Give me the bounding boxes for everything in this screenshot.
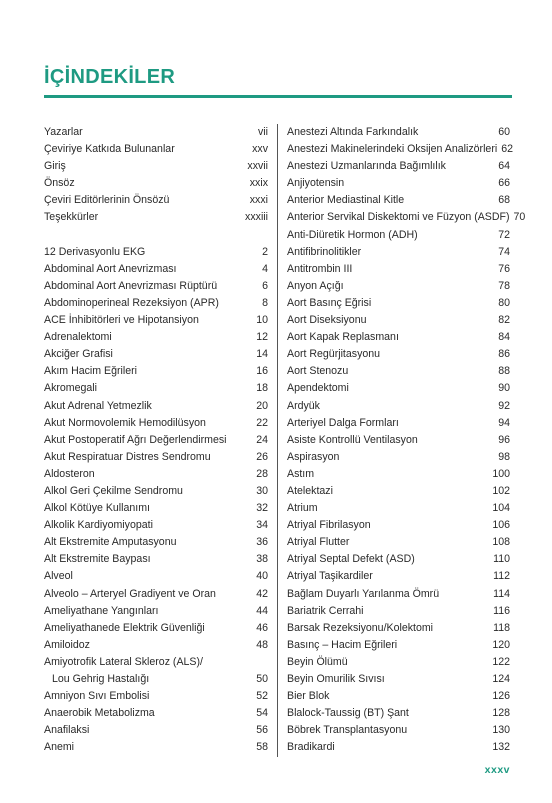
toc-entry-page: 2 (262, 245, 268, 258)
toc-entry-label: Çeviri Editörlerinin Önsözü (44, 194, 170, 207)
toc-entry[interactable] (44, 398, 268, 415)
toc-entry-label: Arteriyel Dalga Formları (287, 416, 399, 429)
toc-entry-page: xxvii (247, 160, 268, 173)
toc-entry-label: Yazarlar (44, 126, 83, 138)
toc-entry-page: 44 (256, 604, 268, 617)
toc-entry-label: Anyon Açığı (287, 279, 344, 292)
toc-entry[interactable] (287, 500, 510, 517)
toc-entry-label: Aort Basınç Eğrisi (287, 296, 372, 309)
toc-entry-page: 86 (498, 348, 510, 361)
toc-entry-page: xxxiii (245, 211, 268, 224)
toc-entry[interactable] (287, 654, 510, 671)
toc-right-column (287, 124, 526, 756)
toc-entry-label: Akut Normovolemik Hemodilüsyon (44, 416, 206, 429)
toc-entry-label: Teşekkürler (44, 211, 99, 224)
toc-entry-page: 38 (256, 553, 268, 566)
toc-entry[interactable] (44, 705, 268, 722)
toc-entry-page: 84 (498, 331, 510, 344)
toc-entry[interactable] (44, 158, 268, 175)
toc-entry[interactable] (44, 500, 268, 517)
toc-entry-page: 104 (492, 502, 510, 515)
toc-entry[interactable] (44, 483, 268, 500)
toc-entry-label: Alt Ekstremite Baypası (44, 553, 151, 566)
toc-entry-label: Aldosteron (44, 467, 95, 480)
toc-entry-page: 22 (256, 416, 268, 429)
toc-entry-label: Antitrombin III (287, 262, 353, 275)
toc-entry-page: 28 (256, 467, 268, 480)
toc-entry-label: Aort Stenozu (287, 365, 349, 378)
toc-entry-page: 40 (256, 570, 268, 583)
page-title: İÇİNDEKİLER (44, 66, 176, 88)
toc-entry[interactable] (287, 415, 510, 432)
toc-entry-label: Akciğer Grafisi (44, 348, 113, 361)
toc-entry-label: Aort Regürjitasyonu (287, 348, 381, 361)
toc-entry[interactable] (44, 363, 268, 380)
toc-entry-label: Aspirasyon (287, 450, 340, 463)
toc-entry[interactable] (287, 449, 510, 466)
toc-entry-label-line2: Lou Gehrig Hastalığı (52, 673, 150, 685)
toc-entry-label: Beyin Omurilik Sıvısı (287, 673, 385, 685)
toc-entry-page: 4 (262, 262, 268, 275)
toc-entry-label: Basınç – Hacim Eğrileri (287, 638, 398, 651)
toc-entry-label: Apendektomi (287, 382, 349, 395)
toc-entry-page: 90 (498, 382, 510, 395)
toc-entry-page: 102 (492, 484, 510, 497)
toc-entry-label: Alveol (44, 570, 73, 583)
toc-entry[interactable] (287, 568, 510, 585)
toc-entry-label: Akut Respiratuar Distres Sendromu (44, 450, 211, 463)
toc-entry-label: Alkolik Kardiyomiyopati (44, 519, 153, 532)
toc-entry-label: Anterior Mediastinal Kitle (287, 194, 405, 207)
toc-entry[interactable] (44, 722, 268, 739)
toc-entry-page: 124 (492, 673, 510, 685)
toc-entry-label: Alveolo – Arteryel Gradiyent ve Oran (44, 587, 216, 600)
toc-entry[interactable] (287, 380, 510, 397)
toc-entry-label: Ameliyathanede Elektrik Güvenliği (44, 621, 205, 634)
toc-entry-label: Atriyal Taşikardiler (287, 570, 373, 583)
toc-entry[interactable] (287, 688, 510, 705)
toc-entry-label: Çeviriye Katkıda Bulunanlar (44, 143, 175, 156)
toc-entry-label: Akut Postoperatif Ağrı Değerlendirmesi (44, 433, 227, 446)
toc-entry-page: 110 (493, 553, 510, 566)
toc-entry-page: vii (257, 126, 268, 138)
toc-entry-page: 8 (262, 296, 268, 309)
entries-left-tail-list (44, 688, 268, 756)
toc-entry-page: 120 (492, 638, 510, 651)
toc-entry[interactable] (44, 551, 268, 568)
toc-entry[interactable] (287, 637, 510, 654)
toc-entry-label: Anti-Diüretik Hormon (ADH) (287, 228, 418, 241)
toc-entry[interactable] (44, 141, 268, 158)
toc-entry[interactable] (44, 209, 268, 226)
toc-entry-page: 56 (256, 724, 268, 737)
toc-entry-page: 18 (256, 382, 268, 395)
toc-entry-label: Atriyal Septal Defekt (ASD) (287, 553, 415, 566)
toc-entry[interactable] (44, 124, 268, 141)
toc-entry-page: 80 (498, 296, 510, 309)
toc-entry[interactable] (44, 688, 268, 705)
toc-entry[interactable] (44, 175, 268, 192)
toc-entry-label: Bradikardi (287, 741, 335, 754)
toc-entry[interactable] (287, 432, 510, 449)
toc-entry-label: Beyin Ölümü (287, 655, 348, 668)
toc-entry-page: 52 (256, 690, 268, 703)
toc-entry[interactable] (44, 568, 268, 585)
toc-entry-label: Akut Adrenal Yetmezlik (44, 399, 152, 412)
toc-entry-label: Alt Ekstremite Amputasyonu (44, 536, 177, 549)
toc-entry[interactable] (44, 603, 268, 620)
toc-entry-page: 64 (498, 160, 510, 173)
toc-entry-label: Anestezi Altında Farkındalık (287, 126, 419, 138)
toc-entry-page: 88 (498, 365, 510, 378)
toc-entry-page: 74 (498, 245, 510, 258)
toc-entry[interactable] (44, 620, 268, 637)
toc-entry-label: Abdominoperineal Rezeksiyon (APR) (44, 296, 219, 309)
toc-entry[interactable] (44, 295, 268, 312)
toc-entry[interactable] (287, 158, 510, 175)
toc-entry[interactable] (44, 432, 268, 449)
toc-entry-label: Ameliyathane Yangınları (44, 604, 159, 617)
toc-entry-page: 112 (493, 570, 510, 583)
toc-entry-page: 130 (492, 724, 510, 737)
toc-entry-label: Bariatrik Cerrahi (287, 604, 364, 617)
toc-entry-label: Anafilaksi (44, 724, 90, 737)
toc-entry-label: Antifibrinolitikler (287, 245, 362, 258)
toc-entry-label: Böbrek Transplantasyonu (287, 724, 408, 737)
toc-entry-page: 16 (256, 365, 268, 378)
toc-entry[interactable] (44, 244, 268, 261)
toc-entry-page: 70 (513, 211, 526, 224)
toc-entry[interactable] (287, 398, 510, 415)
toc-entry-page: 50 (256, 673, 268, 685)
section-gap (44, 227, 268, 244)
toc-entry-label: Alkol Kötüye Kullanımı (44, 502, 150, 515)
toc-entry[interactable] (287, 705, 510, 722)
toc-entry-label: Anaerobik Metabolizma (44, 707, 155, 720)
toc-entry-label: Adrenalektomi (44, 331, 112, 344)
toc-entry-label: Alkol Geri Çekilme Sendromu (44, 484, 183, 497)
toc-entry-page: 12 (256, 331, 268, 344)
toc-entry-page: 36 (256, 536, 268, 549)
toc-entry-page: 54 (256, 707, 268, 720)
toc-entry[interactable] (287, 586, 510, 603)
toc-entry-page: 58 (256, 741, 268, 754)
toc-entry-multiline[interactable] (44, 654, 268, 688)
toc-entry[interactable] (287, 483, 510, 500)
toc-entry-label: Aort Diseksiyonu (287, 314, 367, 327)
toc-entry[interactable] (44, 278, 268, 295)
toc-entry-page: 96 (498, 433, 510, 446)
toc-entry[interactable] (44, 449, 268, 466)
toc-entry-page: 72 (498, 228, 510, 241)
toc-entry-label: Abdominal Aort Anevrizması (44, 262, 177, 275)
toc-entry-page: 132 (492, 741, 510, 754)
toc-entry[interactable] (287, 534, 510, 551)
toc-entry[interactable] (44, 637, 268, 654)
toc-entry-label: 12 Derivasyonlu EKG (44, 245, 146, 258)
toc-entry-label: Önsöz (44, 177, 75, 190)
toc-entry-page: xxxi (249, 194, 268, 207)
toc-entry-label: Giriş (44, 160, 66, 173)
toc-entry[interactable] (287, 363, 510, 380)
toc-entry[interactable] (287, 739, 510, 756)
toc-entry[interactable] (44, 534, 268, 551)
toc-entry-page: 60 (498, 126, 510, 138)
toc-entry-label: Atrium (287, 502, 318, 515)
toc-entry-page: 24 (256, 433, 268, 446)
toc-entry-page: 100 (492, 467, 510, 480)
toc-entry[interactable] (287, 278, 510, 295)
toc-entry-page: 128 (492, 707, 510, 720)
toc-entry[interactable] (287, 620, 510, 637)
toc-entry-label: Anestezi Makinelerindeki Oksijen Analizörleri (287, 143, 498, 156)
toc-entry[interactable] (44, 517, 268, 534)
title-rule (44, 95, 512, 98)
toc-entry-page: 118 (493, 621, 510, 634)
toc-entry-page: 106 (492, 519, 510, 532)
toc-entry-page: xxv (252, 143, 268, 156)
toc-entry-page: 20 (256, 399, 268, 412)
toc-entry-page: 98 (498, 450, 510, 463)
toc-entry[interactable] (44, 329, 268, 346)
toc-entry-label: Bier Blok (287, 690, 330, 703)
toc-entry-label: ACE İnhibitörleri ve Hipotansiyon (44, 314, 199, 327)
page-number: xxxv (484, 764, 510, 776)
entries-right-list (287, 124, 526, 756)
toc-entry-page: 66 (498, 177, 510, 190)
toc-left-column (44, 124, 268, 756)
toc-entry-label: Astım (287, 467, 315, 480)
toc-entry-page: 126 (492, 690, 510, 703)
toc-entry-label: Atelektazi (287, 484, 333, 497)
toc-entry[interactable] (287, 671, 510, 688)
toc-entry-page: 62 (501, 143, 514, 156)
toc-entry[interactable] (287, 227, 510, 244)
toc-entry-label: Anterior Servikal Diskektomi ve Füzyon (ASDF) (287, 211, 510, 224)
toc-entry[interactable] (287, 124, 510, 141)
toc-entry[interactable] (44, 192, 268, 209)
toc-entry[interactable] (287, 261, 510, 278)
toc-entry-page: 32 (256, 502, 268, 515)
column-divider (277, 124, 278, 757)
toc-entry-label: Anjiyotensin (287, 177, 345, 190)
toc-entry[interactable] (44, 261, 268, 278)
toc-entry-label: Bağlam Duyarlı Yarılanma Ömrü (287, 587, 440, 600)
toc-entry-page: 122 (492, 655, 510, 668)
toc-entry[interactable] (44, 380, 268, 397)
toc-entry-page: 92 (498, 399, 510, 412)
toc-entry-label: Akım Hacim Eğrileri (44, 365, 138, 378)
toc-entry[interactable] (287, 466, 510, 483)
toc-entry-page: 68 (498, 194, 510, 207)
toc-entry[interactable] (287, 244, 510, 261)
toc-entry[interactable] (44, 586, 268, 603)
toc-entry[interactable] (287, 603, 510, 620)
toc-entry[interactable] (287, 295, 510, 312)
toc-entry[interactable] (287, 312, 510, 329)
toc-entry-page: 76 (498, 262, 510, 275)
toc-entry-page: 48 (256, 638, 268, 651)
toc-entry[interactable] (44, 346, 268, 363)
toc-entry-page: 34 (256, 519, 268, 532)
toc-entry-label: Asiste Kontrollü Ventilasyon (287, 433, 418, 446)
entries-left-list (44, 244, 268, 654)
toc-entry-page: 26 (256, 450, 268, 463)
toc-entry-page: 78 (498, 279, 510, 292)
toc-entry-label: Atriyal Flutter (287, 536, 350, 549)
toc-entry[interactable] (287, 329, 510, 346)
toc-entry[interactable] (287, 517, 510, 534)
toc-entry[interactable] (44, 415, 268, 432)
toc-entry-page: 114 (493, 587, 510, 600)
toc-entry-label: Aort Kapak Replasmanı (287, 331, 399, 344)
toc-entry[interactable] (44, 312, 268, 329)
toc-entry[interactable] (44, 466, 268, 483)
toc-entry-label (44, 654, 203, 688)
toc-entry-page: 116 (493, 604, 510, 617)
toc-entry[interactable] (287, 551, 510, 568)
toc-entry-page: xxix (249, 177, 268, 190)
toc-entry-label: Abdominal Aort Anevrizması Rüptürü (44, 279, 218, 292)
toc-entry-label: Amiloidoz (44, 638, 90, 651)
toc-entry-label: Amniyon Sıvı Embolisi (44, 690, 150, 703)
toc-entry-label: Anestezi Uzmanlarında Bağımlılık (287, 160, 446, 173)
toc-entry-page: 82 (498, 314, 510, 327)
toc-entry-page: 42 (256, 587, 268, 600)
toc-entry-label: Atriyal Fibrilasyon (287, 519, 371, 532)
toc-entry-label: Ardyük (287, 399, 320, 412)
toc-entry[interactable] (287, 192, 510, 209)
front-matter-list (44, 124, 268, 227)
toc-entry-page: 94 (498, 416, 510, 429)
toc-entry[interactable] (287, 175, 510, 192)
toc-entry-page: 30 (256, 484, 268, 497)
toc-entry-page: 46 (256, 621, 268, 634)
toc-entry-page: 108 (492, 536, 510, 549)
toc-entry[interactable] (287, 141, 514, 158)
toc-entry[interactable] (44, 739, 268, 756)
toc-entry[interactable] (287, 346, 510, 363)
toc-entry-label: Anemi (44, 741, 75, 754)
toc-entry[interactable] (287, 209, 526, 226)
toc-entry-page: 6 (262, 279, 268, 292)
toc-entry-label: Blalock-Taussig (BT) Şant (287, 707, 409, 720)
toc-entry-label: Akromegali (44, 382, 97, 395)
toc-entry-label: Barsak Rezeksiyonu/Kolektomi (287, 621, 434, 634)
toc-entry-page: 14 (256, 348, 268, 361)
toc-entry-page: 10 (256, 314, 268, 327)
toc-entry[interactable] (287, 722, 510, 739)
toc-entry-label-line1: Amiyotrofik Lateral Skleroz (ALS)/ (44, 655, 203, 668)
